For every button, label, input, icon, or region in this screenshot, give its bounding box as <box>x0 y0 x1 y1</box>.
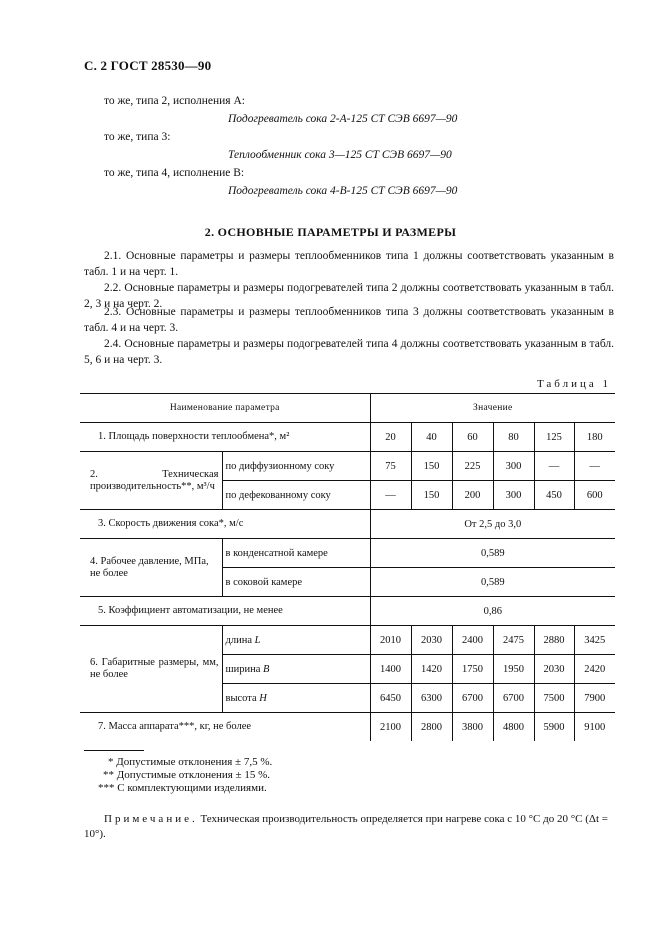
value-cell: 7900 <box>574 684 615 713</box>
sub-label-symbol: H <box>259 692 267 704</box>
value-cell: 40 <box>411 423 452 452</box>
example-designation-2: Теплообменник сока 3—125 СТ СЭВ 6697—90 <box>228 149 452 161</box>
note-label: Примечание. <box>104 813 198 825</box>
param-speed-label: 3. Скорость движения сока*, м/с <box>98 518 244 529</box>
section-title: 2. ОСНОВНЫЕ ПАРАМЕТРЫ И РАЗМЕРЫ <box>204 225 457 239</box>
value-cell: 2420 <box>574 655 615 684</box>
value-cell: 2010 <box>370 626 411 655</box>
value-cell: 2030 <box>411 626 452 655</box>
sub-label-text: высота <box>225 692 257 704</box>
table-row <box>80 423 615 452</box>
value-cell: 2475 <box>493 626 534 655</box>
value-cell: 4800 <box>493 713 534 742</box>
paragraph-2-2: 2.2. Основные параметры и размеры подогревателей типа 2 должны соответствовать указанным в табл. 2, 3 и на черт. 2. <box>84 282 614 310</box>
value-cell: 0,589 <box>370 568 615 597</box>
example-designation-3: Подогреватель сока 4-В-125 СТ СЭВ 6697—90 <box>228 185 458 197</box>
sub-label: по диффузионному соку <box>222 452 370 481</box>
param-automation-label: 5. Коэффициент автоматизации, не менее <box>98 605 283 616</box>
value-cell: 450 <box>534 481 574 510</box>
table-row <box>80 713 615 742</box>
value-cell: 180 <box>574 423 615 452</box>
value-cell: 2030 <box>534 655 574 684</box>
example-label-2: то же, типа 3: <box>104 131 171 143</box>
footnote-3: *** С комплектующими изделиями. <box>98 782 267 794</box>
value-cell: 150 <box>411 452 452 481</box>
value-cell: 60 <box>452 423 493 452</box>
paragraph-2-4: 2.4. Основные параметры и размеры подогревателей типа 4 должны соответствовать указанным в табл. 5, 6 и на черт. 3. <box>84 338 614 366</box>
sub-label <box>222 655 370 684</box>
sub-label: в соковой камере <box>222 568 370 597</box>
value-cell: 2100 <box>370 713 411 742</box>
table-row <box>80 539 615 568</box>
value-cell: 600 <box>574 481 615 510</box>
value-cell: 3425 <box>574 626 615 655</box>
value-cell: 80 <box>493 423 534 452</box>
value-cell: — <box>370 481 411 510</box>
value-cell: 5900 <box>534 713 574 742</box>
param-dims-label: 6. Габаритные размеры, мм, не более <box>80 626 222 713</box>
sub-label-text: длина <box>225 634 252 646</box>
value-cell: 225 <box>452 452 493 481</box>
footnote-1: * Допустимые отклонения ± 7,5 %. <box>108 756 273 768</box>
value-cell: 6700 <box>493 684 534 713</box>
value-cell: От 2,5 до 3,0 <box>370 510 615 539</box>
value-cell: 1420 <box>411 655 452 684</box>
note-text: Техническая производительность определяется при нагреве сока с 10 °С до 20 °С (Δt = 10°). <box>84 813 608 840</box>
value-cell: 7500 <box>534 684 574 713</box>
page-header: С. 2 ГОСТ 28530—90 <box>84 58 212 73</box>
value-cell: 200 <box>452 481 493 510</box>
value-cell: 1750 <box>452 655 493 684</box>
table-note <box>84 812 614 842</box>
sub-label-symbol: L <box>254 634 261 646</box>
value-cell: 3800 <box>452 713 493 742</box>
paragraph-2-3: 2.3. Основные параметры и размеры теплообменников типа 3 должны соответствовать указанным в табл. 4 и на черт. 3. <box>84 306 614 334</box>
param-mass-label: 7. Масса аппарата***, кг, не более <box>98 721 252 732</box>
value-cell: — <box>574 452 615 481</box>
footnote-2: ** Допустимые отклонения ± 15 %. <box>103 769 270 781</box>
footnote-divider <box>84 750 144 751</box>
value-cell: 300 <box>493 481 534 510</box>
value-cell: 2400 <box>452 626 493 655</box>
sub-label: по дефекованному соку <box>222 481 370 510</box>
col-param-header: Наименование параметра <box>80 394 370 423</box>
table-row <box>80 510 615 539</box>
value-cell: 9100 <box>574 713 615 742</box>
param-area-label: 1. Площадь поверхности теплообмена*, м² <box>98 431 290 442</box>
param-capacity-label: 2. Техническая производительность**, м³/ч <box>80 452 222 510</box>
paragraph-2-1: 2.1. Основные параметры и размеры теплообменников типа 1 должны соответствовать указанным в табл. 1 и на черт. 1. <box>84 250 614 278</box>
sub-label: в конденсатной камере <box>222 539 370 568</box>
table-header-row <box>80 394 615 423</box>
value-cell: 6700 <box>452 684 493 713</box>
value-cell: 1400 <box>370 655 411 684</box>
value-cell: 0,589 <box>370 539 615 568</box>
sub-label-symbol: B <box>262 663 270 675</box>
sub-label <box>222 684 370 713</box>
table-row <box>80 452 615 481</box>
value-cell: 2880 <box>534 626 574 655</box>
col-value-header: Значение <box>370 394 615 423</box>
example-label-3: то же, типа 4, исполнение В: <box>104 167 245 179</box>
value-cell: 2800 <box>411 713 452 742</box>
table-row <box>80 597 615 626</box>
value-cell: 300 <box>493 452 534 481</box>
value-cell: 6300 <box>411 684 452 713</box>
value-cell: 6450 <box>370 684 411 713</box>
table-caption: Таблица 1 <box>536 378 611 390</box>
value-cell: — <box>534 452 574 481</box>
param-pressure-label: 4. Рабочее давление, МПа, не более <box>80 539 222 597</box>
sub-label-text: ширина <box>225 663 261 675</box>
example-designation-1: Подогреватель сока 2-А-125 СТ СЭВ 6697—90 <box>228 113 458 125</box>
table-row <box>80 626 615 655</box>
value-cell: 1950 <box>493 655 534 684</box>
example-label-1: то же, типа 2, исполнения А: <box>104 95 245 107</box>
parameters-table <box>80 393 615 741</box>
value-cell: 150 <box>411 481 452 510</box>
value-cell: 125 <box>534 423 574 452</box>
value-cell: 20 <box>370 423 411 452</box>
value-cell: 0,86 <box>370 597 615 626</box>
value-cell: 75 <box>370 452 411 481</box>
sub-label <box>222 626 370 655</box>
